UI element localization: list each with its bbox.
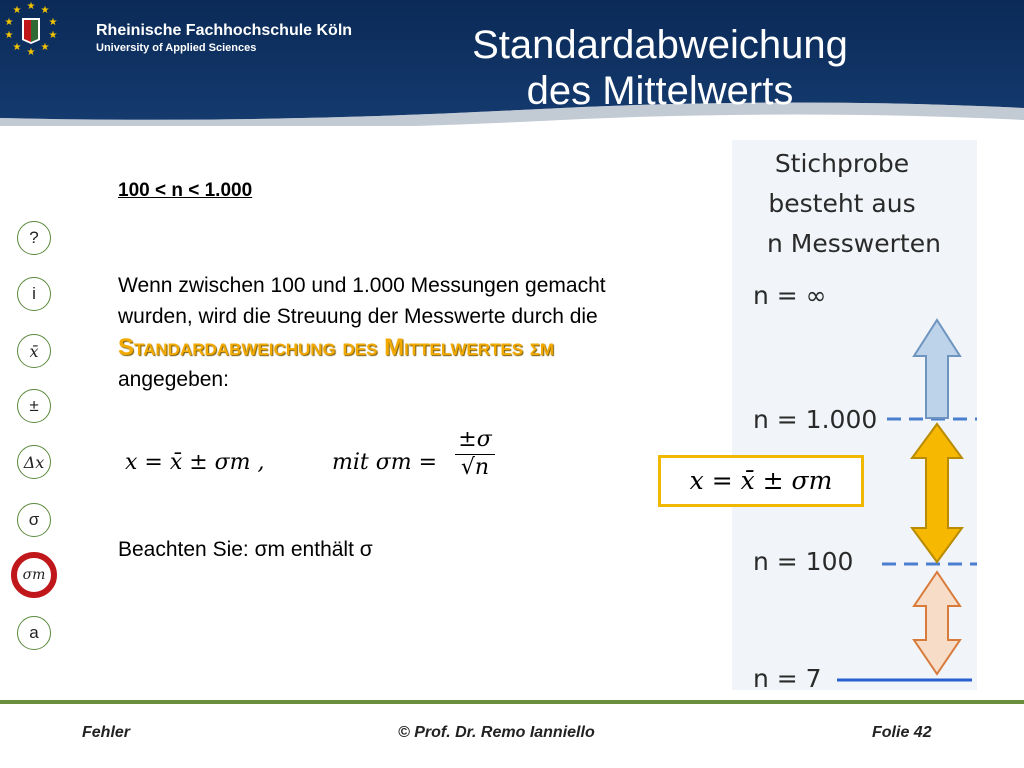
boxed-formula: x = x̄ ± σm [658, 455, 864, 507]
fraction-numerator: ±σ [455, 427, 495, 455]
footer-folie: Folie [872, 724, 910, 741]
svg-text:★: ★ [26, 1, 36, 12]
svg-text:★: ★ [4, 17, 14, 28]
nav-plus-minus-button[interactable] [17, 389, 51, 423]
formula-sigma-m: mit σm = [332, 450, 438, 475]
level-label-1000: n = 1.000 [753, 405, 878, 434]
slide-title-line1: Standardabweichung [472, 23, 848, 67]
sigma-icon: σ [28, 510, 40, 529]
note-text: Beachten Sie: σm enthält σ [118, 538, 373, 561]
svg-text:★: ★ [12, 5, 22, 16]
formula-x-equals: x = x̄ ± σm , [125, 450, 265, 475]
level-label-100: n = 100 [753, 547, 854, 576]
slide-title [380, 22, 940, 114]
slide-title-line2: des Mittelwerts [526, 69, 794, 113]
highlight-term: Standardabweichung des Mittelwertes σm [118, 334, 555, 361]
footer-topic: Fehler [82, 724, 131, 741]
explanation-paragraph: Wenn zwischen 100 und 1.000 Messungen gemacht wurden, wird die Streuung der Messwerte durch die [118, 274, 606, 328]
fraction-denominator: √n [460, 455, 490, 480]
question-icon: ? [29, 228, 39, 247]
footer-slide-label [872, 724, 932, 742]
university-subtitle: University of Applied Sciences [96, 42, 257, 54]
explanation-text [118, 270, 658, 395]
sigma-m-icon: σm [22, 567, 46, 583]
plus-minus-icon: ± [29, 396, 39, 415]
footer-divider [0, 700, 1024, 704]
stichprobe-line: n Messwerten [767, 229, 941, 258]
stichprobe-text [767, 144, 941, 264]
stichprobe-line: besteht aus [768, 189, 916, 218]
footer-author: © Prof. Dr. Remo Ianniello [398, 724, 595, 741]
svg-text:★: ★ [26, 47, 36, 56]
header-banner [0, 0, 1024, 126]
nav-a-button[interactable] [17, 616, 51, 650]
svg-text:★: ★ [40, 42, 50, 53]
nav-sigma-m-button[interactable] [11, 552, 57, 598]
nav-sigma-button[interactable] [17, 503, 51, 537]
svg-text:★: ★ [48, 17, 58, 28]
nav-info-button[interactable] [17, 277, 51, 311]
nav-question-button[interactable] [17, 221, 51, 255]
delta-x-icon: Δx [23, 452, 45, 472]
orange-double-arrow [914, 572, 960, 674]
mean-icon: x̄ [29, 341, 39, 361]
footer-page-number: 42 [913, 724, 932, 741]
svg-text:★: ★ [40, 5, 50, 16]
level-label-7: n = 7 [753, 664, 822, 693]
info-icon: i [32, 284, 36, 303]
university-name: Rheinische Fachhochschule Köln [96, 22, 353, 39]
section-heading: 100 < n < 1.000 [118, 180, 253, 201]
stichprobe-line: Stichprobe [774, 149, 910, 178]
fraction [455, 427, 495, 480]
yellow-double-arrow [912, 424, 962, 562]
a-icon: a [29, 623, 39, 642]
nav-delta-x-button[interactable] [17, 445, 51, 479]
nav-mean-button[interactable] [17, 334, 51, 368]
svg-text:★: ★ [4, 30, 14, 41]
university-logo [0, 0, 62, 56]
svg-text:★: ★ [12, 42, 22, 53]
level-label-infinity: n = ∞ [753, 281, 827, 310]
blue-arrow [914, 320, 960, 418]
explanation-ending: angegeben: [118, 368, 229, 391]
svg-text:★: ★ [48, 30, 58, 41]
